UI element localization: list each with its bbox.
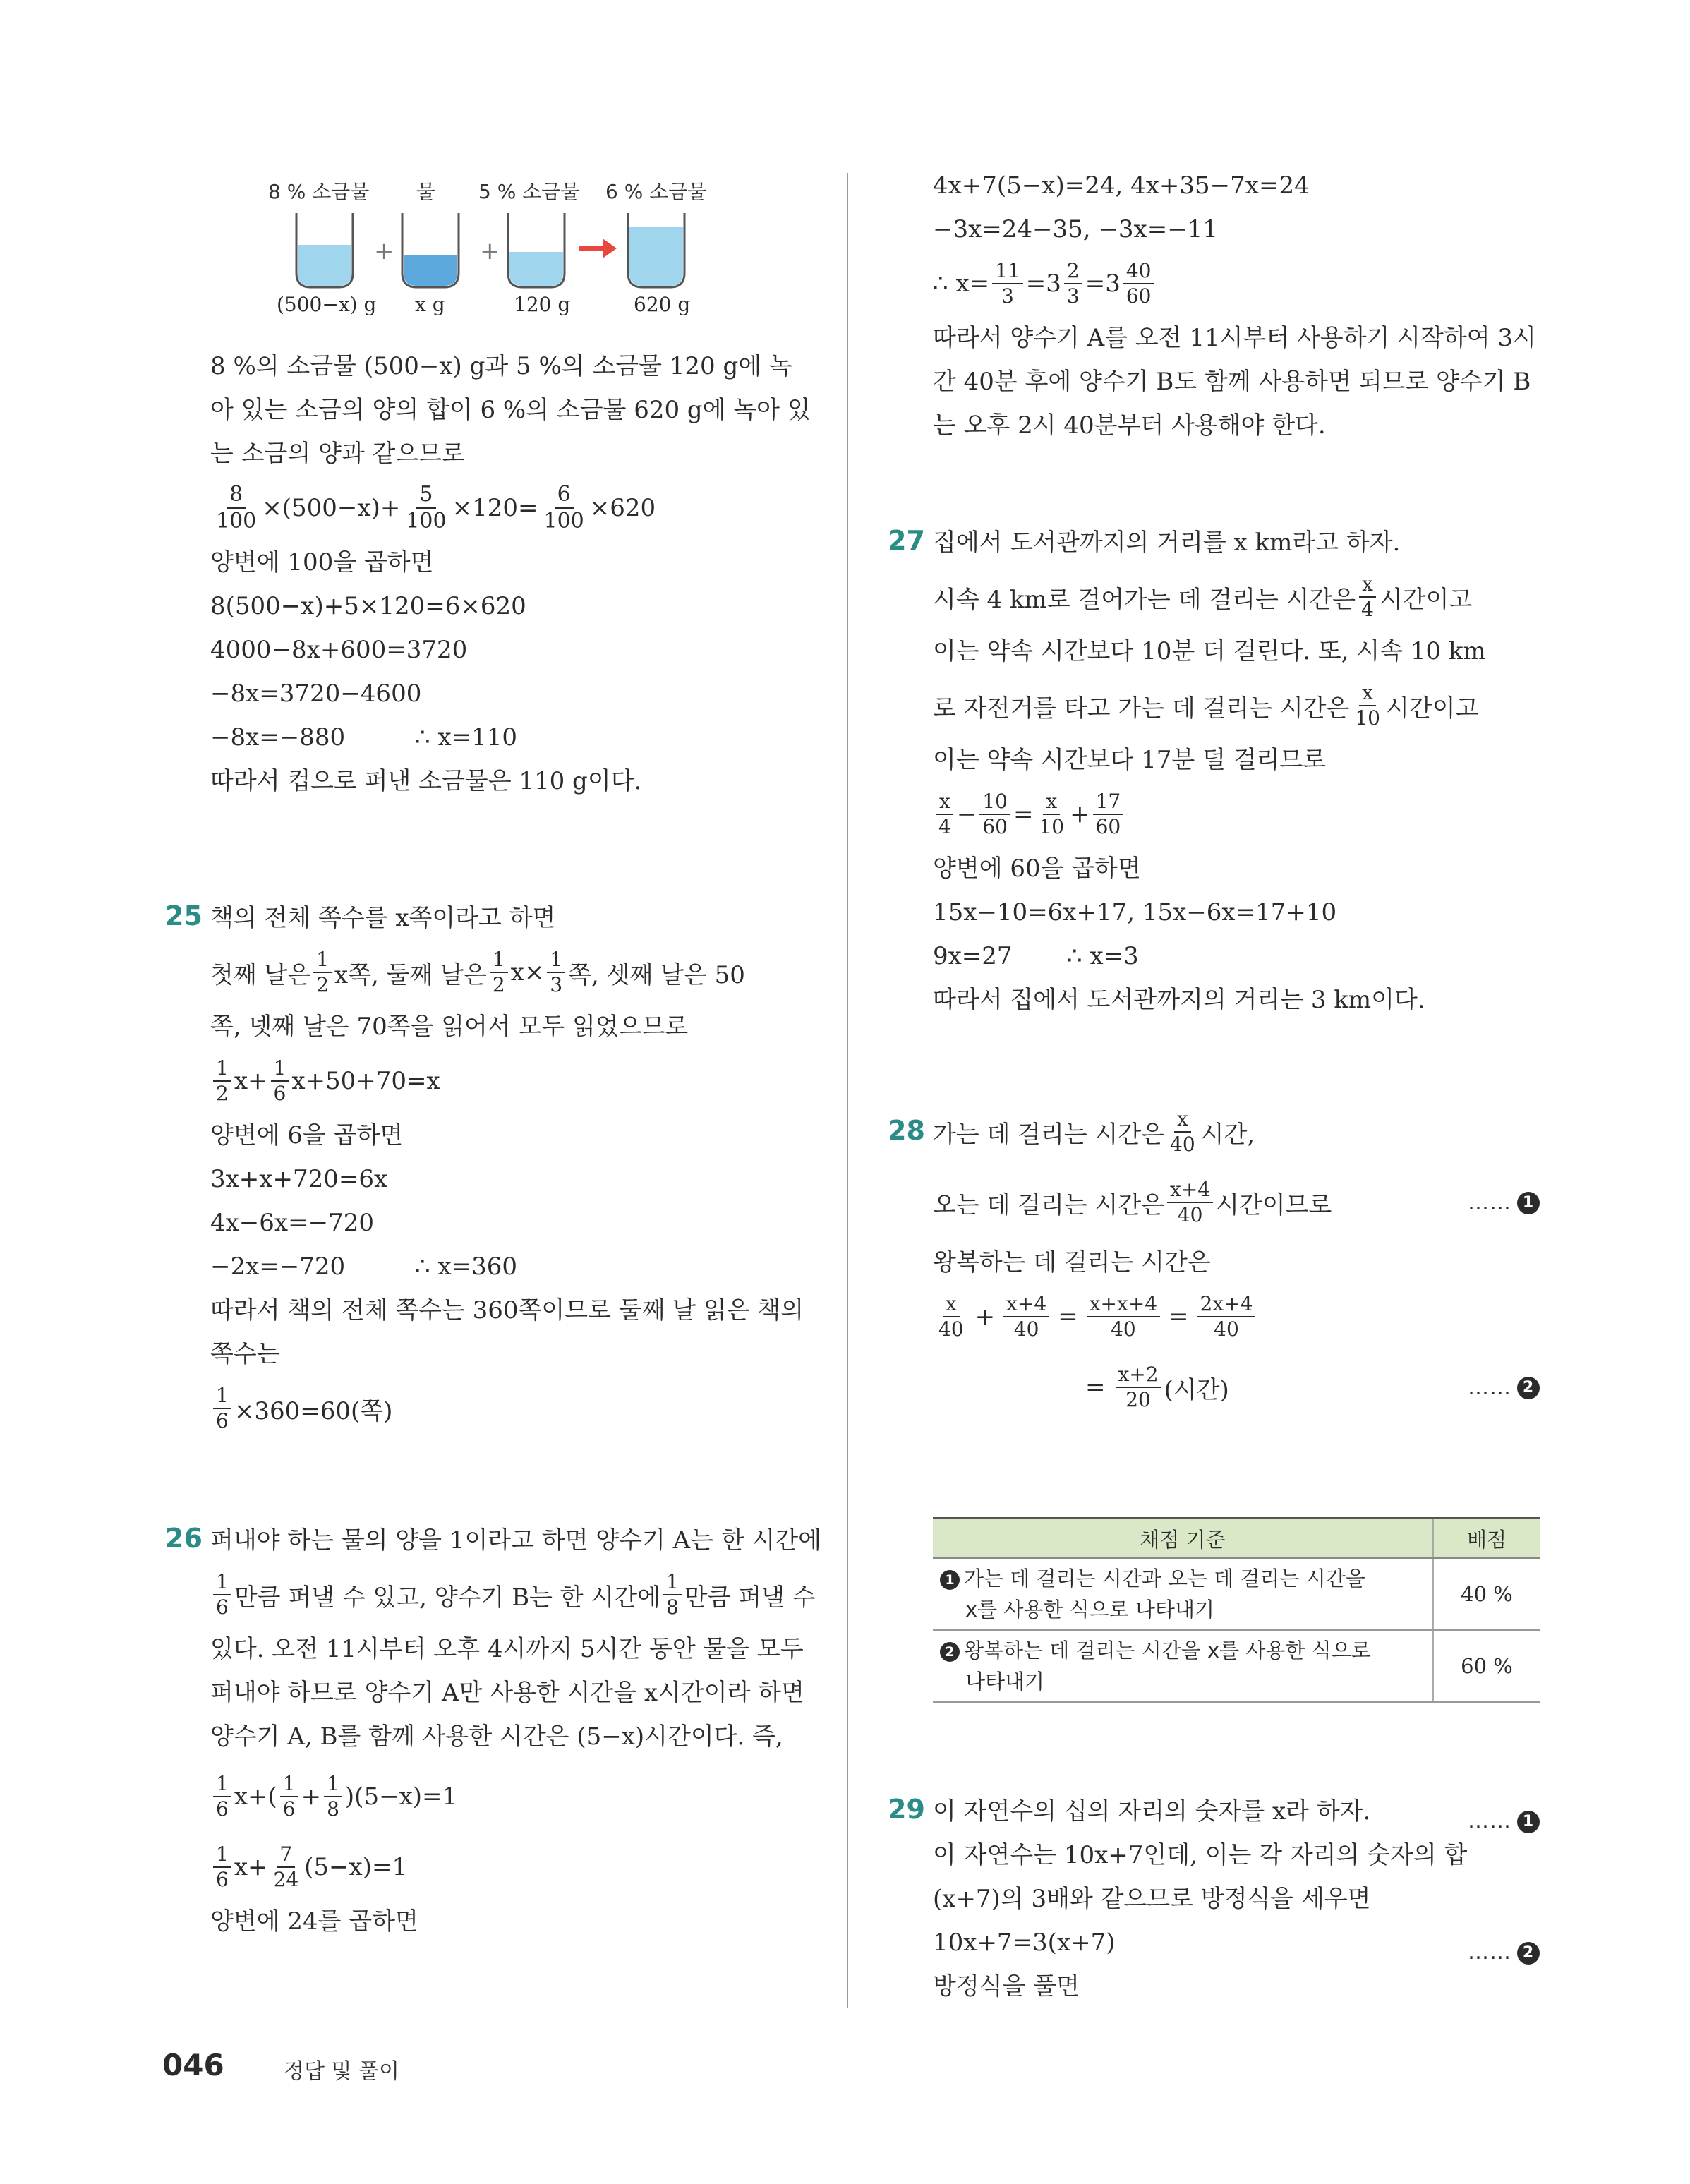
text-line — [210, 1245, 845, 1289]
text: 이 자연수의 십의 자리의 숫자를 x라 하자. — [933, 1797, 1371, 1826]
eq-result: ∴ x=360 — [415, 1253, 517, 1281]
text-line: 4x+7(5−x)=24, 4x+35−7x=24 — [933, 171, 1310, 200]
frac-num: 10 — [979, 792, 1010, 815]
dots: …… — [1468, 1190, 1511, 1215]
text: 로 자전거를 타고 가는 데 걸리는 시간은 — [933, 694, 1350, 723]
step-marker-2 — [1468, 1931, 1540, 1974]
text-line: 있다. 오전 11시부터 오후 4시까지 5시간 동안 물을 모두 — [210, 1635, 804, 1663]
eq-op: + — [974, 1303, 996, 1331]
text-line: 쪽, 넷째 날은 70쪽을 읽어서 모두 읽었으므로 — [210, 1013, 689, 1041]
frac-den: 100 — [543, 509, 584, 533]
text: x× — [510, 958, 545, 987]
eq-text: x+50+70=x — [291, 1067, 440, 1095]
beaker-value-2: x g — [415, 293, 445, 316]
frac-num: x — [1359, 574, 1376, 598]
text: 첫째 날은 — [210, 960, 311, 989]
frac-num: 1 — [490, 950, 508, 973]
frac-den: 6 — [216, 1409, 229, 1432]
criteria-text: x를 사용한 식으로 나타내기 — [965, 1598, 1214, 1622]
step-circle-icon: 1 — [1517, 1192, 1540, 1214]
frac-num: 7 — [277, 1845, 295, 1868]
frac-num: x — [1043, 792, 1060, 815]
frac-num: 1 — [271, 1058, 289, 1082]
frac-den: 40 — [1177, 1203, 1203, 1226]
text: 시속 4 km로 걸어가는 데 걸리는 시간은 — [933, 585, 1356, 614]
step-marker-1 — [1468, 1190, 1540, 1215]
text-line: 퍼내야 하므로 양수기 A만 사용한 시간을 x시간이라 하면 — [210, 1679, 804, 1707]
step-marker-1 — [1468, 1799, 1540, 1843]
equation-pump-1 — [210, 1758, 845, 1835]
text-line: 는 소금의 양과 같으므로 — [210, 440, 465, 468]
eq-op: = — [1013, 800, 1034, 828]
criteria-cell — [933, 1630, 1433, 1702]
step-circle-icon: 2 — [940, 1642, 960, 1662]
eq-text: 9x=27 — [933, 942, 1013, 970]
frac-den: 4 — [938, 815, 951, 838]
text-line: −8x=3720−4600 — [210, 680, 422, 708]
frac-num: 1 — [213, 1572, 231, 1595]
question-number: 29 — [888, 1794, 925, 1825]
eq-op: = — [1169, 1303, 1189, 1331]
text-line — [933, 1164, 1540, 1241]
text-line — [933, 673, 1540, 738]
frac-den: 100 — [406, 509, 447, 533]
step-circle-icon: 1 — [940, 1570, 960, 1590]
text-line: 8 %의 소금물 (500−x) g과 5 %의 소금물 120 g에 녹 — [210, 352, 792, 380]
frac-num: 1 — [663, 1572, 682, 1595]
frac-den: 6 — [216, 1595, 229, 1619]
frac-den: 24 — [273, 1868, 299, 1891]
eq-text: =3 — [1025, 270, 1061, 298]
frac-num: x — [936, 792, 953, 815]
step-marker-2 — [1468, 1375, 1540, 1400]
frac-num: 6 — [555, 484, 574, 509]
eq-text: −8x=−880 — [210, 723, 346, 752]
frac-den: 3 — [1066, 284, 1080, 308]
scoring-table — [933, 1517, 1540, 1703]
frac-den: 6 — [216, 1797, 229, 1821]
table-header-points: 배점 — [1433, 1519, 1540, 1559]
frac-den: 40 — [938, 1317, 964, 1341]
equation-pump-2 — [210, 1835, 845, 1900]
eq-text: ×(500−x)+ — [262, 494, 401, 522]
text-line: 아 있는 소금의 양의 합이 6 %의 소금물 620 g에 녹아 있 — [210, 396, 811, 424]
eq-text: ×360=60(쪽) — [234, 1396, 393, 1425]
frac-den: 20 — [1125, 1388, 1151, 1411]
question-25 — [165, 896, 845, 1441]
frac-den: 10 — [1039, 815, 1065, 838]
frac-num: 5 — [416, 484, 435, 509]
text-line: 양변에 100을 곱하면 — [210, 548, 434, 577]
text-line: 양수기 A, B를 함께 사용한 시간은 (5−x)시간이다. 즉, — [210, 1723, 783, 1751]
frac-num: x+x+4 — [1087, 1294, 1160, 1317]
left-column — [165, 344, 845, 1943]
frac-num: x — [1174, 1109, 1191, 1133]
eq-result: ∴ x=110 — [415, 723, 517, 752]
frac-den: 4 — [1361, 598, 1374, 621]
text-line: 4x−6x=−720 — [210, 1209, 374, 1237]
text-line: 15x−10=6x+17, 15x−6x=17+10 — [933, 898, 1337, 927]
page-section-title: 정답 및 풀이 — [284, 2059, 399, 2084]
svg-text:+: + — [480, 237, 500, 265]
eq-op: + — [1070, 800, 1090, 828]
equation-x-value — [933, 251, 1540, 316]
svg-text:+: + — [374, 237, 394, 265]
table-row — [933, 1630, 1540, 1702]
text: 가는 데 걸리는 시간은 — [933, 1120, 1165, 1149]
beaker-4 — [628, 213, 684, 287]
eq-text: =3 — [1085, 270, 1121, 298]
equation-roundtrip-1 — [933, 1284, 1540, 1349]
column-divider — [847, 173, 848, 2008]
beaker-3 — [508, 213, 565, 287]
step-circle-icon: 2 — [1517, 1942, 1540, 1965]
text: 오는 데 걸리는 시간은 — [933, 1190, 1165, 1219]
text-line — [210, 716, 845, 759]
frac-num: x+4 — [1167, 1180, 1213, 1203]
question-number: 25 — [165, 900, 203, 931]
beaker-label-2: 물 — [416, 180, 436, 203]
frac-den: 6 — [282, 1797, 296, 1821]
eq-op: = — [1058, 1303, 1078, 1331]
frac-num: 8 — [227, 484, 246, 509]
text-line: 방정식을 풀면 — [933, 1972, 1080, 2001]
text: 10x+7=3(x+7) — [933, 1929, 1116, 1957]
beaker-label-3: 5 % 소금물 — [478, 180, 580, 203]
points-cell: 60 % — [1433, 1630, 1540, 1702]
page-number: 046 — [162, 2048, 224, 2082]
text-line: 4000−8x+600=3720 — [210, 636, 468, 664]
frac-den: 3 — [550, 973, 563, 996]
text-line: 3x+x+720=6x — [210, 1165, 388, 1193]
frac-num: 11 — [992, 261, 1023, 284]
table-header-criteria: 채점 기준 — [933, 1519, 1433, 1559]
question-number: 26 — [165, 1523, 203, 1554]
equation-roundtrip-2 — [933, 1349, 1540, 1425]
step-circle-icon: 2 — [1517, 1377, 1540, 1399]
criteria-cell — [933, 1558, 1433, 1630]
frac-num: 2 — [1064, 261, 1082, 284]
text-line: 따라서 컵으로 퍼낸 소금물은 110 g이다. — [210, 767, 642, 795]
text: 만큼 퍼낼 수 있고, 양수기 B는 한 시간에 — [234, 1583, 660, 1612]
beaker-value-4: 620 g — [634, 293, 691, 316]
frac-num: 1 — [313, 950, 332, 973]
eq-text: x+ — [234, 1067, 268, 1095]
table-row — [933, 1558, 1540, 1630]
frac-den: 3 — [1001, 284, 1014, 308]
text: x쪽, 둘째 날은 — [334, 960, 487, 989]
frac-num: 1 — [213, 1774, 231, 1797]
frac-den: 40 — [1013, 1317, 1039, 1341]
text-line — [933, 934, 1540, 978]
text-line: 양변에 24를 곱하면 — [210, 1907, 418, 1936]
frac-den: 40 — [1111, 1317, 1136, 1341]
text-line: 8(500−x)+5×120=6×620 — [210, 592, 526, 620]
criteria-text: 가는 데 걸리는 시간과 오는 데 걸리는 시간을 — [964, 1567, 1365, 1591]
text-line: 따라서 집에서 도서관까지의 거리는 3 km이다. — [933, 986, 1425, 1014]
text-line: 이 자연수는 10x+7인데, 이는 각 자리의 숫자의 합 — [933, 1841, 1468, 1869]
points-cell: 40 % — [1433, 1558, 1540, 1630]
beaker-1 — [296, 213, 353, 287]
frac-den: 60 — [1095, 815, 1121, 838]
eq-text: (5−x)=1 — [304, 1853, 408, 1881]
frac-den: 100 — [216, 509, 257, 533]
text-line: 이는 약속 시간보다 10분 더 걸린다. 또, 시속 10 km — [933, 637, 1486, 665]
frac-den: 6 — [216, 1868, 229, 1891]
dots: …… — [1468, 1809, 1511, 1833]
arrow-icon — [579, 239, 617, 258]
frac-den: 8 — [665, 1595, 679, 1619]
right-column — [888, 164, 1540, 1425]
text-line — [210, 940, 845, 1005]
text-line — [933, 565, 1540, 629]
frac-den: 6 — [273, 1082, 286, 1105]
text: 쪽, 셋째 날은 50 — [568, 960, 745, 989]
beaker-drawing — [268, 206, 720, 305]
frac-num: x+2 — [1116, 1365, 1161, 1388]
eq-text: x+ — [234, 1853, 268, 1881]
text-line: 간 40분 후에 양수기 B도 함께 사용하면 되므로 양수기 B — [933, 368, 1531, 396]
beaker-label-1: 8 % 소금물 — [268, 180, 370, 203]
eq-result: ∴ x=3 — [1067, 942, 1139, 970]
text-line — [933, 1790, 1540, 1833]
text-line: (x+7)의 3배와 같으므로 방정식을 세우면 — [933, 1885, 1371, 1913]
beaker-value-1: (500−x) g — [277, 293, 377, 316]
frac-num: 1 — [213, 1058, 231, 1082]
frac-den: 10 — [1355, 706, 1380, 730]
salt-water-figure — [268, 176, 720, 318]
beaker-label-4: 6 % 소금물 — [605, 180, 707, 203]
eq-text: ×620 — [589, 494, 656, 522]
frac-den: 60 — [1125, 284, 1152, 308]
equation-pages — [210, 1049, 845, 1114]
text-line: 양변에 60을 곱하면 — [933, 855, 1141, 883]
question-28 — [888, 1099, 1540, 1425]
question-number: 28 — [888, 1115, 925, 1146]
text-line: 쪽수는 — [210, 1340, 280, 1368]
text-line — [210, 1562, 845, 1627]
frac-num: x — [1359, 683, 1376, 706]
frac-num: 1 — [324, 1774, 342, 1797]
frac-den: 8 — [327, 1797, 339, 1821]
frac-num: x+4 — [1003, 1294, 1049, 1317]
frac-den: 40 — [1214, 1317, 1239, 1341]
eq-text: ×120= — [452, 494, 538, 522]
frac-den: 2 — [216, 1082, 229, 1105]
eq-text: −2x=−720 — [210, 1253, 346, 1281]
text-line: 는 오후 2시 40분부터 사용해야 한다. — [933, 411, 1326, 440]
frac-num: 2x+4 — [1197, 1294, 1256, 1317]
answer-25 — [210, 1376, 845, 1441]
text-line: 퍼내야 하는 물의 양을 1이라고 하면 양수기 A는 한 시간에 — [210, 1526, 822, 1555]
frac-num: 1 — [213, 1845, 231, 1868]
dots: …… — [1468, 1940, 1511, 1965]
text-line: 따라서 책의 전체 쪽수는 360쪽이므로 둘째 날 읽은 책의 — [210, 1296, 804, 1325]
equation-salt — [210, 476, 845, 541]
eq-text: x+( — [234, 1782, 277, 1811]
frac-den: 60 — [982, 815, 1008, 838]
question-27 — [888, 521, 1540, 1022]
text: 시간이고 — [1379, 585, 1473, 614]
eq-op: = — [1085, 1373, 1106, 1401]
frac-den: 2 — [492, 973, 505, 996]
text: 시간이므로 — [1216, 1190, 1332, 1219]
eq-op: − — [956, 800, 977, 828]
question-26 — [165, 1519, 845, 1943]
step-circle-icon: 1 — [1517, 1811, 1540, 1833]
beaker-value-3: 120 g — [514, 293, 571, 316]
frac-den: 40 — [1170, 1133, 1195, 1156]
text-line: 이는 약속 시간보다 17분 덜 걸리므로 — [933, 746, 1327, 774]
eq-unit: (시간) — [1164, 1375, 1229, 1404]
text-line: 따라서 양수기 A를 오전 11시부터 사용하기 시작하여 3시 — [933, 324, 1536, 352]
text: 만큼 퍼낼 수 — [684, 1583, 816, 1612]
eq-text: + — [301, 1782, 322, 1811]
frac-num: 1 — [213, 1386, 231, 1409]
beaker-2 — [402, 213, 459, 287]
eq-text: )(5−x)=1 — [344, 1782, 458, 1811]
question-29 — [888, 1790, 1540, 2008]
equation-distance — [933, 782, 1540, 847]
eq-text: ∴ x= — [933, 270, 990, 298]
frac-num: 40 — [1123, 261, 1154, 284]
text-line: 책의 전체 쪽수를 x쪽이라고 하면 — [210, 904, 556, 932]
text-line: 집에서 도서관까지의 거리를 x km라고 하자. — [933, 529, 1401, 557]
frac-num: 1 — [280, 1774, 298, 1797]
text-line: −3x=24−35, −3x=−11 — [933, 215, 1218, 243]
frac-num: x — [943, 1294, 960, 1317]
frac-num: 17 — [1093, 792, 1124, 815]
text: 시간이고 — [1386, 694, 1479, 723]
text: 시간, — [1200, 1120, 1255, 1149]
text-line — [933, 1099, 1540, 1164]
table-header-row — [933, 1519, 1540, 1559]
frac-num: 1 — [547, 950, 565, 973]
dots: …… — [1468, 1375, 1511, 1400]
frac-den: 2 — [316, 973, 330, 996]
question-number: 27 — [888, 525, 925, 556]
text-line: 왕복하는 데 걸리는 시간은 — [933, 1248, 1211, 1277]
text-line — [933, 1921, 1540, 1965]
criteria-text: 나타내기 — [965, 1670, 1045, 1694]
criteria-text: 왕복하는 데 걸리는 시간을 x를 사용한 식으로 — [964, 1639, 1371, 1663]
text-line: 양변에 6을 곱하면 — [210, 1121, 404, 1150]
